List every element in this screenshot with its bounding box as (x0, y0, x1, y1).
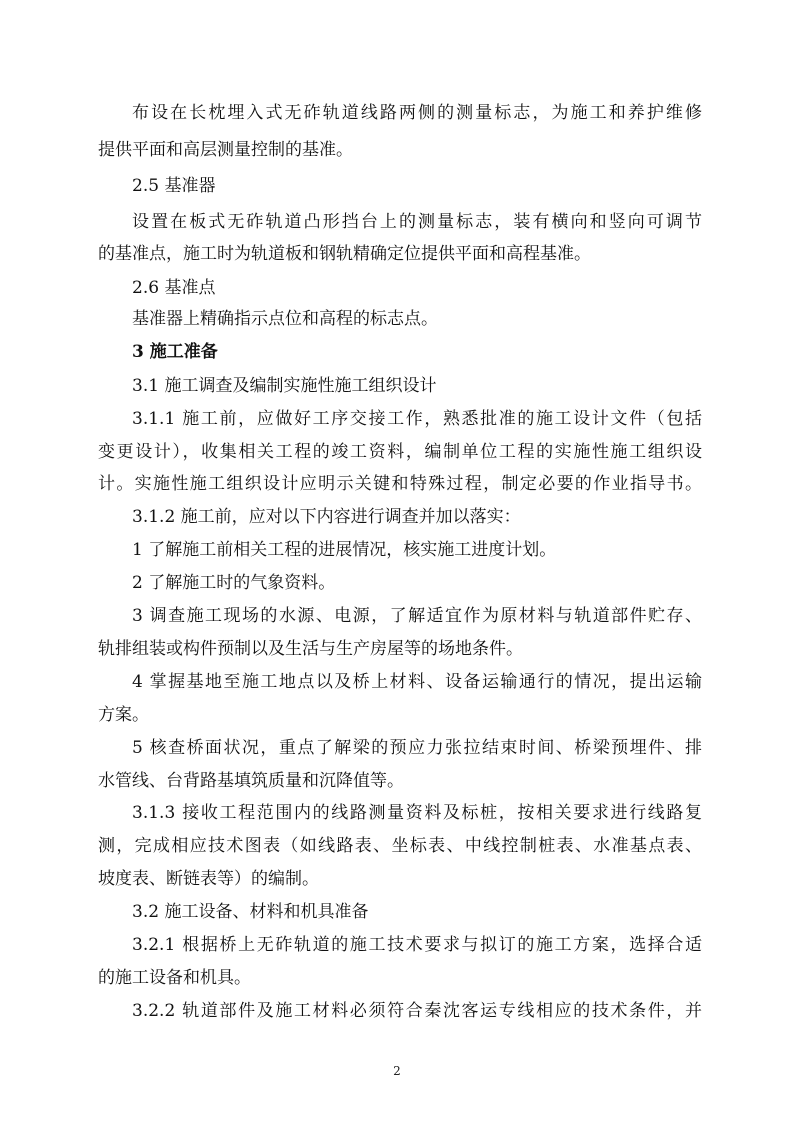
text-line: 3.1.1 施工前，应做好工序交接工作，熟悉批准的施工设计文件（包括 (132, 409, 702, 429)
text-line: 的基准点，施工时为轨道板和钢轨精确定位提供平面和高程基准。 (98, 244, 591, 264)
list-item: 1 了解施工前相关工程的进展情况，核实施工进度计划。 (132, 540, 557, 560)
section-heading: 2.5 基准器 (132, 176, 216, 196)
text-line: 测，完成相应技术图表（如线路表、坐标表、中线控制桩表、水准基点表、 (98, 836, 702, 856)
text-line: 方案。 (98, 705, 149, 725)
list-item: 4 掌握基地至施工地点以及桥上材料、设备运输通行的情况，提出运输 (132, 672, 702, 692)
text-line: 布设在长枕埋入式无砟轨道线路两侧的测量标志，为施工和养护维修 (132, 103, 702, 123)
text-line: 3.1.3 接收工程范围内的线路测量资料及标桩，按相关要求进行线路复 (132, 803, 702, 823)
page-number: 2 (393, 1064, 401, 1078)
list-item: 5 核查桥面状况，重点了解梁的预应力张拉结束时间、桥梁预埋件、排 (132, 738, 702, 758)
section-heading: 2.6 基准点 (132, 278, 216, 298)
text-line: 轨排组装或构件预制以及生活与生产房屋等的场地条件。 (98, 639, 523, 659)
text-line: 的施工设备和机具。 (98, 968, 251, 988)
list-item: 2 了解施工时的气象资料。 (132, 573, 336, 593)
list-item: 3 调查施工现场的水源、电源，了解适宜作为原材料与轨道部件贮存、 (132, 606, 702, 626)
chapter-heading: 3 施工准备 (132, 342, 218, 362)
text-line: 设置在板式无砟轨道凸形挡台上的测量标志，装有横向和竖向可调节 (132, 212, 702, 232)
text-line: 水管线、台背路基填筑质量和沉降值等。 (98, 771, 404, 791)
text-line: 计。实施性施工组织设计应明示关键和特殊过程，制定必要的作业指导书。 (98, 474, 702, 494)
section-heading: 3.2 施工设备、材料和机具准备 (132, 902, 369, 922)
text-line: 坡度表、断链表等）的编制。 (98, 869, 319, 889)
text-line: 3.2.2 轨道部件及施工材料必须符合秦沈客运专线相应的技术条件，并 (132, 1001, 702, 1021)
text-line: 变更设计），收集相关工程的竣工资料，编制单位工程的实施性施工组织设 (98, 442, 702, 462)
text-line: 3.1.2 施工前，应对以下内容进行调查并加以落实： (132, 507, 521, 527)
text-line: 基准器上精确指示点位和高程的标志点。 (132, 309, 438, 329)
text-line: 3.2.1 根据桥上无砟轨道的施工技术要求与拟订的施工方案，选择合适 (132, 935, 702, 955)
text-line: 提供平面和高层测量控制的基准。 (98, 140, 353, 160)
section-heading: 3.1 施工调查及编制实施性施工组织设计 (132, 376, 437, 396)
